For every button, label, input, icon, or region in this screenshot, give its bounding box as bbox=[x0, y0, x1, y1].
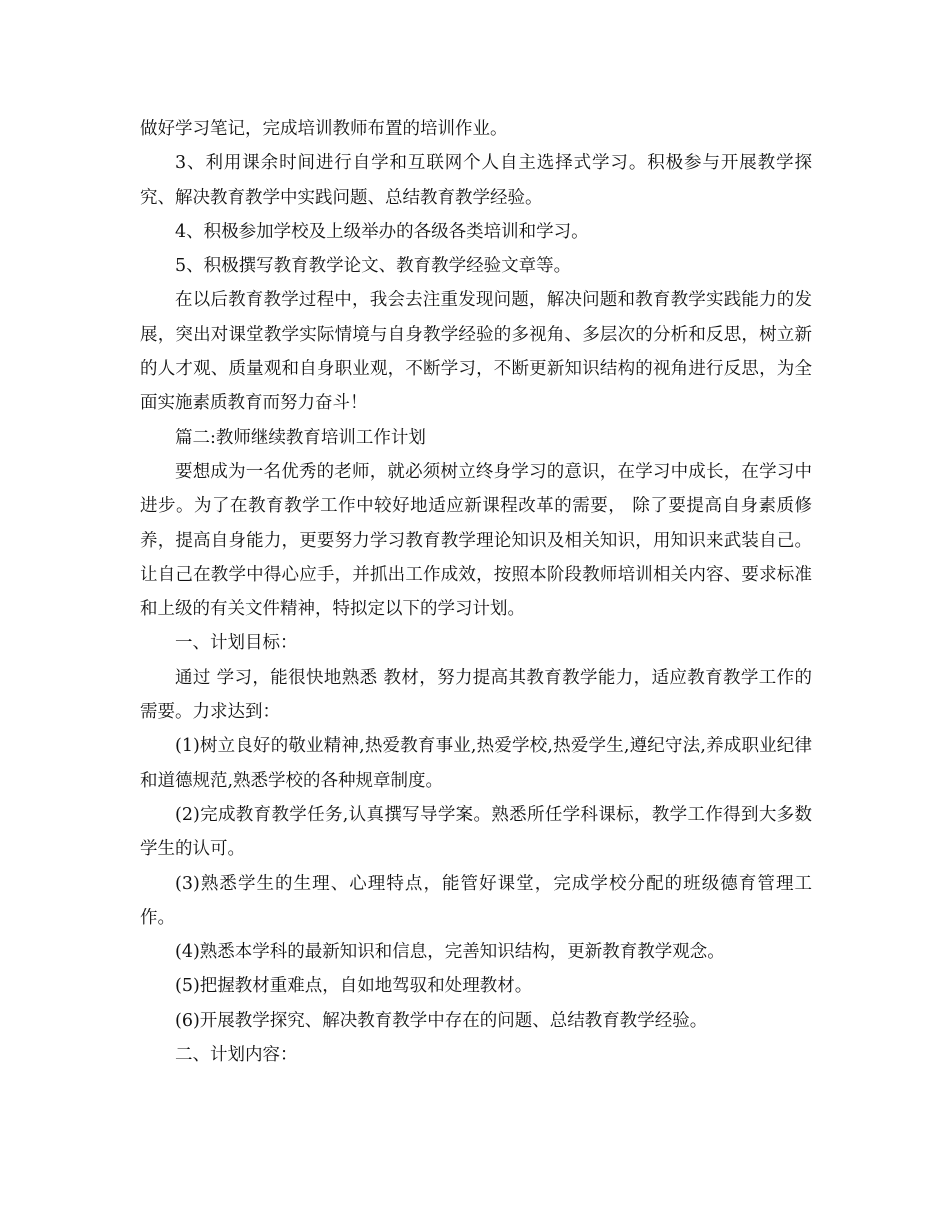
heading-plan-goals: 一、计划目标： bbox=[175, 633, 298, 654]
goal-item-1: (1)树立良好的敬业精神,热爱教育事业,热爱学校,热爱学生,遵纪守法,养成职业纪律和道德规范,熟悉学校的各种规章制度。 bbox=[140, 736, 812, 791]
paragraph-item-3: 3、利用课余时间进行自学和互联网个人自主选择式学习。积极参与开展教学探究、解决教育教学中实践问题、总结教育教学经验。 bbox=[140, 153, 812, 208]
goal-item-5: (5)把握教材重难点，自如地驾驭和处理教材。 bbox=[175, 976, 533, 997]
paragraph-goals-intro: 通过 学习，能很快地熟悉 教材，努力提高其教育教学能力，适应教育教学工作的需要。力求达到： bbox=[140, 667, 812, 723]
goal-item-6: (6)开展教学探究、解决教育教学中存在的问题、总结教育教学经验。 bbox=[175, 1010, 708, 1031]
heading-plan-content: 二、计划内容： bbox=[175, 1045, 298, 1066]
paragraph-reflection: 在以后教育教学过程中，我会去注重发现问题，解决问题和教育教学实践能力的发展，突出对课堂教学实际情境与自身教学经验的多视角、多层次的分析和反思，树立新的人才观、质量观和自身职业观，不断学习，不断更新知识结构的视角进行反思，为全面实施素质教育而努力奋斗！ bbox=[140, 290, 812, 414]
paragraph-item-4: 4、积极参加学校及上级举办的各级各类培训和学习。 bbox=[175, 221, 589, 242]
paragraph-item-5: 5、积极撰写教育教学论文、教育教学经验文章等。 bbox=[175, 256, 572, 277]
goal-item-4: (4)熟悉本学科的最新知识和信息，完善知识结构，更新教育教学观念。 bbox=[175, 942, 725, 963]
document-body bbox=[140, 112, 812, 1072]
section-title-part-two: 篇二:教师继续教育培训工作计划 bbox=[175, 427, 426, 448]
goal-item-3: (3)熟悉学生的生理、心理特点，能管好课堂，完成学校分配的班级德育管理工作。 bbox=[140, 873, 812, 928]
paragraph-1: 做好学习笔记，完成培训教师布置的培训作业。 bbox=[140, 119, 508, 139]
goal-item-2: (2)完成教育教学任务,认真撰写导学案。熟悉所任学科课标，教学工作得到大多数学生的认可。 bbox=[140, 804, 812, 860]
paragraph-intro: 要想成为一名优秀的老师，就必须树立终身学习的意识，在学习中成长，在学习中进步。为了在教育教学工作中较好地适应新课程改革的需要， 除了要提高自身素质修养，提高自身能力，更要努力学习教育教学理论知识及相关知识，用知识来武装自己。让自己在教学中得心应手，并抓出工作成效，按照本阶段教师培训相关内容、要求标准和上级的有关文件精神，特拟定以下的学习计划。 bbox=[140, 461, 812, 620]
